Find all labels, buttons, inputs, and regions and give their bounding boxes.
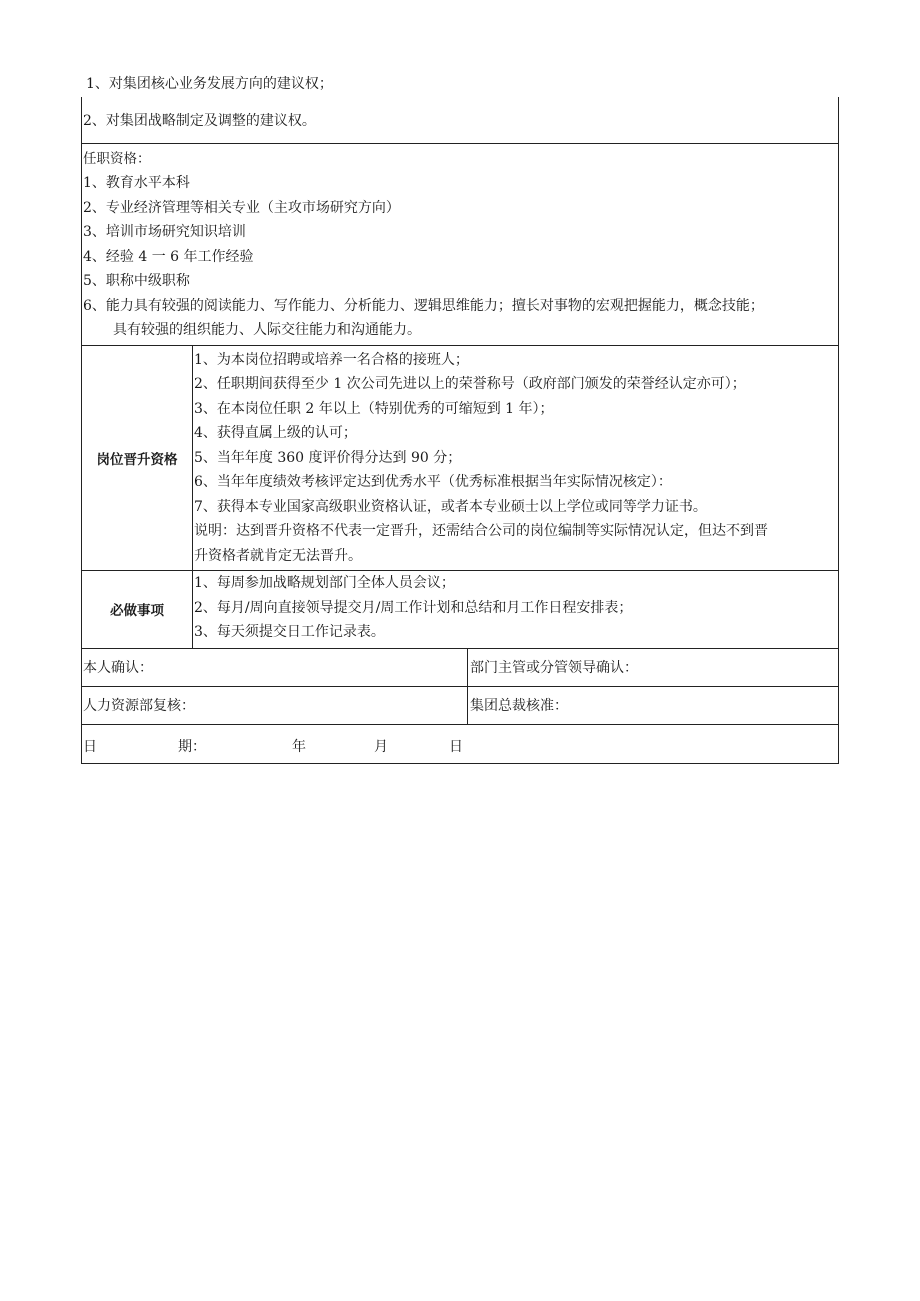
qualification-item: 2、专业经济管理等相关专业（主攻市场研究方向） [83, 199, 400, 216]
form-table [81, 97, 839, 764]
promotion-item: 2、任职期间获得至少 1 次公司先进以上的荣誉称号（政府部门颁发的荣誉经认定亦可）； [194, 376, 746, 392]
job-description-form [81, 72, 839, 764]
must-do-content [193, 571, 838, 648]
promotion-item: 3、在本岗位任职 2 年以上（特别优秀的可缩短到 1 年）； [194, 400, 554, 417]
qualification-item: 5、职称中级职称 [83, 273, 190, 289]
right-item: 2、对集团战略制定及调整的建议权。 [83, 112, 316, 129]
promotion-item: 6、当年年度绩效考核评定达到优秀水平（优秀标准根据当年实际情况核定）： [194, 474, 672, 490]
promotion-item: 5、当年年度 360 度评价得分达到 90 分； [194, 449, 462, 466]
promotion-note: 说明：达到晋升资格不代表一定晋升，还需结合公司的岗位编制等实际情况认定，但达不到晋 [194, 523, 768, 539]
ceo-approve-field[interactable]: 集团总裁核准： [470, 698, 568, 714]
date-year: 年 [292, 738, 306, 755]
self-confirm-field[interactable]: 本人确认： [82, 649, 468, 686]
dept-confirm-field[interactable]: 部门主管或分管领导确认： [470, 660, 638, 676]
promotion-row [82, 345, 838, 571]
promotion-label: 岗位晋升资格 [82, 346, 193, 571]
must-do-item: 2、每月/周向直接领导提交月/周工作计划和总结和月工作日程安排表； [194, 599, 633, 616]
date-label-ri: 日 [83, 738, 97, 755]
qualification-item: 1、教育水平本科 [83, 175, 190, 191]
must-do-item: 1、每周参加战略规划部门全体人员会议； [194, 575, 455, 591]
right-item-row [82, 97, 838, 143]
date-label-qi: 期： [178, 738, 206, 755]
date-month: 月 [374, 738, 388, 755]
qualification-item: 4、经验 4 一 6 年工作经验 [83, 248, 254, 265]
hr-review-field[interactable]: 人力资源部复核： [82, 687, 468, 724]
must-do-row [82, 570, 838, 648]
promotion-item: 4、获得直属上级的认可； [194, 425, 357, 441]
qualification-continuation: 具有较强的组织能力、人际交往能力和沟通能力。 [113, 322, 421, 338]
qualification-item: 6、能力具有较强的阅读能力、写作能力、分析能力、逻辑思维能力；擅长对事物的宏观把握能力，概念技能； [83, 297, 764, 314]
qualifications-section [82, 143, 838, 345]
date-row[interactable] [82, 724, 838, 764]
promotion-content [193, 346, 838, 571]
signature-row-1 [82, 648, 838, 686]
date-day: 日 [449, 738, 463, 755]
rights-section [81, 72, 839, 97]
promotion-note-continuation: 升资格者就肯定无法晋升。 [194, 547, 362, 564]
right-item: 1、对集团核心业务发展方向的建议权； [86, 76, 333, 92]
promotion-item: 1、为本岗位招聘或培养一名合格的接班人； [194, 351, 469, 368]
qualification-item: 3、培训市场研究知识培训 [83, 224, 246, 240]
signature-row-2 [82, 686, 838, 724]
qualifications-title: 任职资格： [83, 150, 151, 167]
must-do-label: 必做事项 [82, 571, 193, 648]
promotion-item: 7、获得本专业国家高级职业资格认证，或者本专业硕士以上学位或同等学力证书。 [194, 498, 707, 515]
must-do-item: 3、每天须提交日工作记录表。 [194, 624, 385, 640]
